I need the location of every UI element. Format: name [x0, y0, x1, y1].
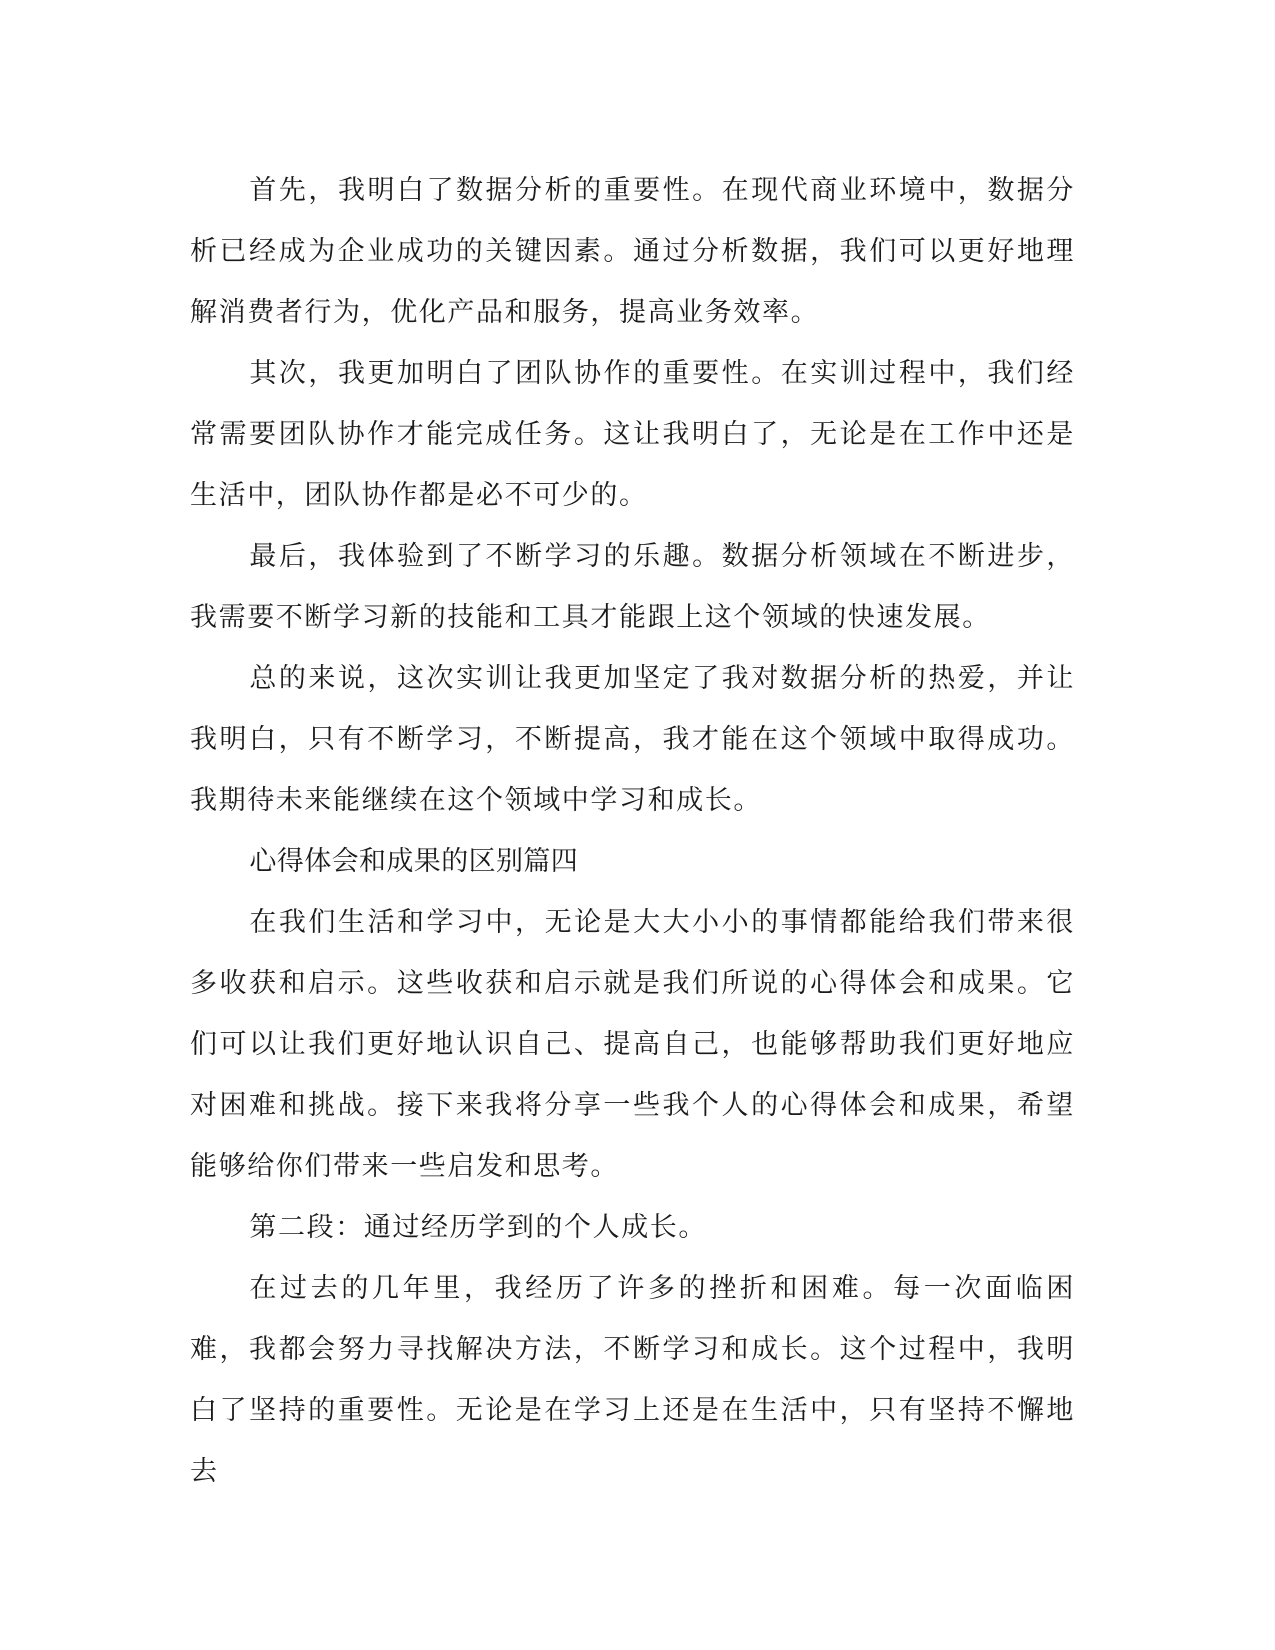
- paragraph-introduction: 在我们生活和学习中，无论是大大小小的事情都能给我们带来很多收获和启示。这些收获和启示就是我们所说的心得体会和成果。它们可以让我们更好地认识自己、提高自己，也能够帮助我们更好地应对困难和挑战。接下来我将分享一些我个人的心得体会和成果，希望能够给你们带来一些启发和思考。: [190, 907, 1075, 1182]
- paragraph-personal-growth: 在过去的几年里，我经历了许多的挫折和困难。每一次面临困难，我都会努力寻找解决方法，不断学习和成长。这个过程中，我明白了坚持的重要性。无论是在学习上还是在生活中，只有坚持不懈地去: [190, 1273, 1075, 1487]
- paragraph-teamwork: 其次，我更加明白了团队协作的重要性。在实训过程中，我们经常需要团队协作才能完成任务。这让我明白了，无论是在工作中还是生活中，团队协作都是必不可少的。: [190, 358, 1075, 511]
- paragraph-subheading: 第二段：通过经历学到的个人成长。: [249, 1212, 707, 1243]
- paragraph-data-analysis: 首先，我明白了数据分析的重要性。在现代商业环境中，数据分析已经成为企业成功的关键因素。通过分析数据，我们可以更好地理解消费者行为，优化产品和服务，提高业务效率。: [190, 175, 1075, 328]
- paragraph-learning: 最后，我体验到了不断学习的乐趣。数据分析领域在不断进步，我需要不断学习新的技能和工具才能跟上这个领域的快速发展。: [190, 541, 1075, 633]
- paragraph-conclusion: 总的来说，这次实训让我更加坚定了我对数据分析的热爱，并让我明白，只有不断学习，不断提高，我才能在这个领域中取得成功。我期待未来能继续在这个领域中学习和成长。: [190, 663, 1075, 816]
- section-heading: 心得体会和成果的区别篇四: [249, 846, 579, 877]
- document-body: [190, 160, 1075, 1502]
